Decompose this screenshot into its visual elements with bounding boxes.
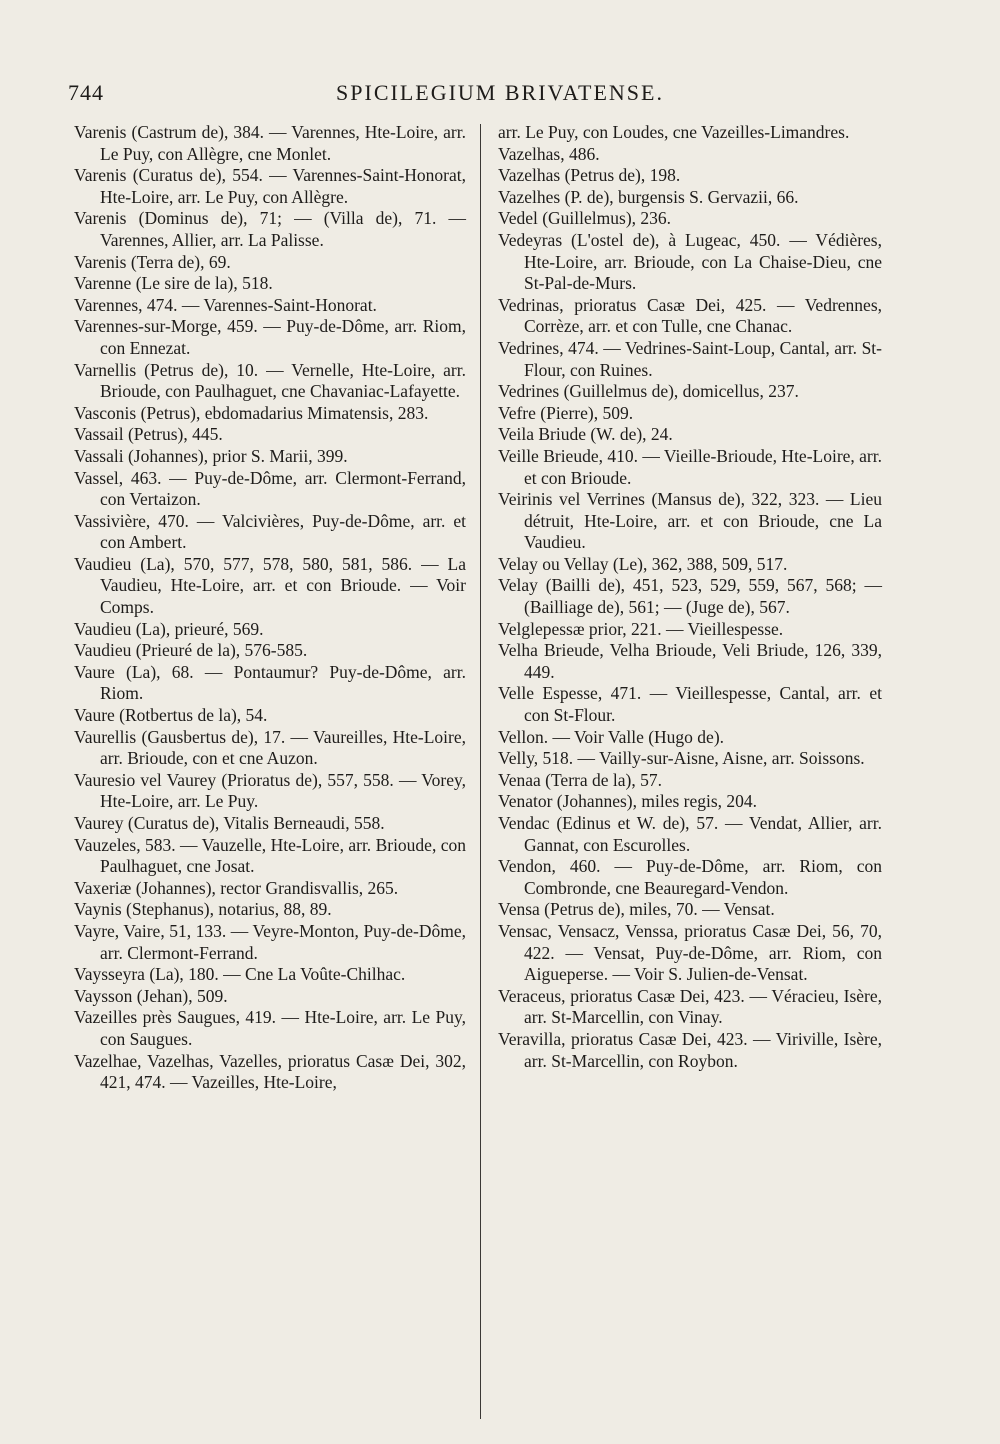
index-entry: Velly, 518. — Vailly-sur-Aisne, Aisne, arr. Soissons. [498,748,865,769]
index-entry: Velay ou Vellay (Le), 362, 388, 509, 517. [498,553,788,574]
index-entry: Vendac (Edinus et W. de), 57. — Vendat, Allier, arr. Gannat, con Escurolles. [498,813,882,855]
index-entry: Velay (Bailli de), 451, 523, 529, 559, 567, 568; — (Bailliage de), 561; — (Juge de), 567. [498,575,882,618]
index-entry: Vazelhas, 486. [498,143,600,164]
index-entry: Varennes-sur-Morge, 459. — Puy-de-Dôme, arr. Riom, con Ennezat. [74,316,466,358]
index-entry: Veirinis vel Verrines (Mansus de), 322, 323. — Lieu détruit, Hte-Loire, arr. et con Brioude, cne La Vaudieu. [498,489,882,553]
index-entry: Vedrines, 474. — Vedrines-Saint-Loup, Cantal, arr. St-Flour, con Ruines. [498,337,882,380]
index-entry: Vasconis (Petrus), ebdomadarius Mimatensis, 283. [74,402,429,423]
index-entry: Varenne (Le sire de la), 518. [74,273,273,294]
index-entry: Veravilla, prioratus Casæ Dei, 423. — Viriville, Isère, arr. St-Marcellin, con Roybon. [498,1028,882,1071]
index-entry: Varenis (Castrum de), 384. — Varennes, Hte-Loire, arr. Le Puy, con Allègre, cne Monlet. [74,122,466,164]
index-entry: Venator (Johannes), miles regis, 204. [498,791,758,812]
index-entry: Vaudieu (Prieuré de la), 576-585. [74,640,308,661]
right-column [498,122,882,1072]
column-divider [480,124,481,1419]
index-entry: Vefre (Pierre), 509. [498,402,634,423]
index-entry: Vazeilles près Saugues, 419. — Hte-Loire, arr. Le Puy, con Saugues. [74,1007,466,1049]
index-entry: Varenis (Curatus de), 554. — Varennes-Saint-Honorat, Hte-Loire, arr. Le Puy, con Allègre. [74,165,466,207]
index-entry: Vaurey (Curatus de), Vitalis Berneaudi, 558. [74,813,385,833]
index-entry: Vassali (Johannes), prior S. Marii, 399. [74,445,348,466]
index-entry: Vaudieu (La), 570, 577, 578, 580, 581, 586. — La Vaudieu, Hte-Loire, arr. et con Brioude. — Voir Comps. [74,553,466,618]
index-entry: Vaure (Rotbertus de la), 54. [74,705,268,726]
index-entry: Vassel, 463. — Puy-de-Dôme, arr. Clermont-Ferrand, con Vertaizon. [74,467,466,510]
index-entry: Vassail (Petrus), 445. [74,424,223,445]
index-entry: Vaysseyra (La), 180. — Cne La Voûte-Chilhac. [74,964,406,985]
index-entry: Velha Brieude, Velha Brioude, Veli Briude, 126, 339, 449. [498,640,882,682]
index-entry: Vendon, 460. — Puy-de-Dôme, arr. Riom, con Combronde, cne Beauregard-Vendon. [498,856,882,898]
index-entry: Vedrinas, prioratus Casæ Dei, 425. — Vedrennes, Corrèze, arr. et con Tulle, cne Chanac. [498,294,882,337]
left-column [74,122,466,1094]
index-entry: Vaynis (Stephanus), notarius, 88, 89. [74,899,332,920]
index-entry: Varennes, 474. — Varennes-Saint-Honorat. [74,294,377,315]
index-entry: Vaudieu (La), prieuré, 569. [74,618,264,639]
index-entry: Vazelhas (Petrus de), 198. [498,165,681,186]
index-entry: Vaxeriæ (Johannes), rector Grandisvallis, 265. [74,877,399,898]
index-entry: Veila Briude (W. de), 24. [498,424,673,445]
index-entry: Varenis (Terra de), 69. [74,251,231,272]
index-entry: Vaure (La), 68. — Pontaumur? Puy-de-Dôme, arr. Riom. [74,661,466,704]
index-entry: Veille Brieude, 410. — Vieille-Brioude, Hte-Loire, arr. et con Brioude. [498,445,883,488]
index-entry: Vaysson (Jehan), 509. [74,985,228,1006]
index-entry: Vayre, Vaire, 51, 133. — Veyre-Monton, Puy-de-Dôme, arr. Clermont-Ferrand. [74,920,466,963]
index-entry: Velglepessæ prior, 221. — Vieillespesse. [498,618,784,639]
index-entry: Vensa (Petrus de), miles, 70. — Vensat. [498,899,775,920]
index-entry: Varnellis (Petrus de), 10. — Vernelle, Hte-Loire, arr. Brioude, con Paulhaguet, cne Chavaniac-Lafayette. [74,359,466,402]
index-entry: Vazelhes (P. de), burgensis S. Gervazii, 66. [498,186,799,207]
index-entry: Vedel (Guillelmus), 236. [498,208,672,229]
index-entry: Vedrines (Guillelmus de), domicellus, 237. [498,381,799,402]
index-entry: Vedeyras (L'ostel de), à Lugeac, 450. — Védières, Hte-Loire, arr. Brioude, con La Chaise-Dieu, cne St-Pal-de-Murs. [498,229,882,294]
index-entry: Vassivière, 470. — Valcivières, Puy-de-Dôme, arr. et con Ambert. [74,510,466,553]
index-entry: arr. Le Puy, con Loudes, cne Vazeilles-Limandres. [498,122,850,142]
index-entry: Vellon. — Voir Valle (Hugo de). [498,726,725,747]
running-title: SPICILEGIUM BRIVATENSE. [336,80,664,105]
index-entry: Vaurellis (Gausbertus de), 17. — Vaureilles, Hte-Loire, arr. Brioude, con et cne Auzon. [74,726,466,769]
index-entry: Vauresio vel Vaurey (Prioratus de), 557, 558. — Vorey, Hte-Loire, arr. Le Puy. [74,769,466,812]
index-entry: Vauzeles, 583. — Vauzelle, Hte-Loire, arr. Brioude, con Paulhaguet, cne Josat. [74,834,466,877]
index-entry: Velle Espesse, 471. — Vieillespesse, Cantal, arr. et con St-Flour. [498,683,882,726]
index-entry: Venaa (Terra de la), 57. [498,769,662,790]
index-entry: Vazelhae, Vazelhas, Vazelles, prioratus Casæ Dei, 302, 421, 474. — Vazeilles, Hte-Loire, [74,1050,466,1093]
index-entry: Vensac, Vensacz, Venssa, prioratus Casæ Dei, 56, 70, 422. — Vensat, Puy-de-Dôme, arr. Riom, con Aigueperse. — Voir S. Julien-de-Vensat. [498,920,882,985]
index-entry: Varenis (Dominus de), 71; — (Villa de), 71. — Varennes, Allier, arr. La Palisse. [74,208,466,250]
page-number: 744 [68,80,104,105]
index-entry: Veraceus, prioratus Casæ Dei, 423. — Véracieu, Isère, arr. St-Marcellin, con Vinay. [498,985,882,1028]
